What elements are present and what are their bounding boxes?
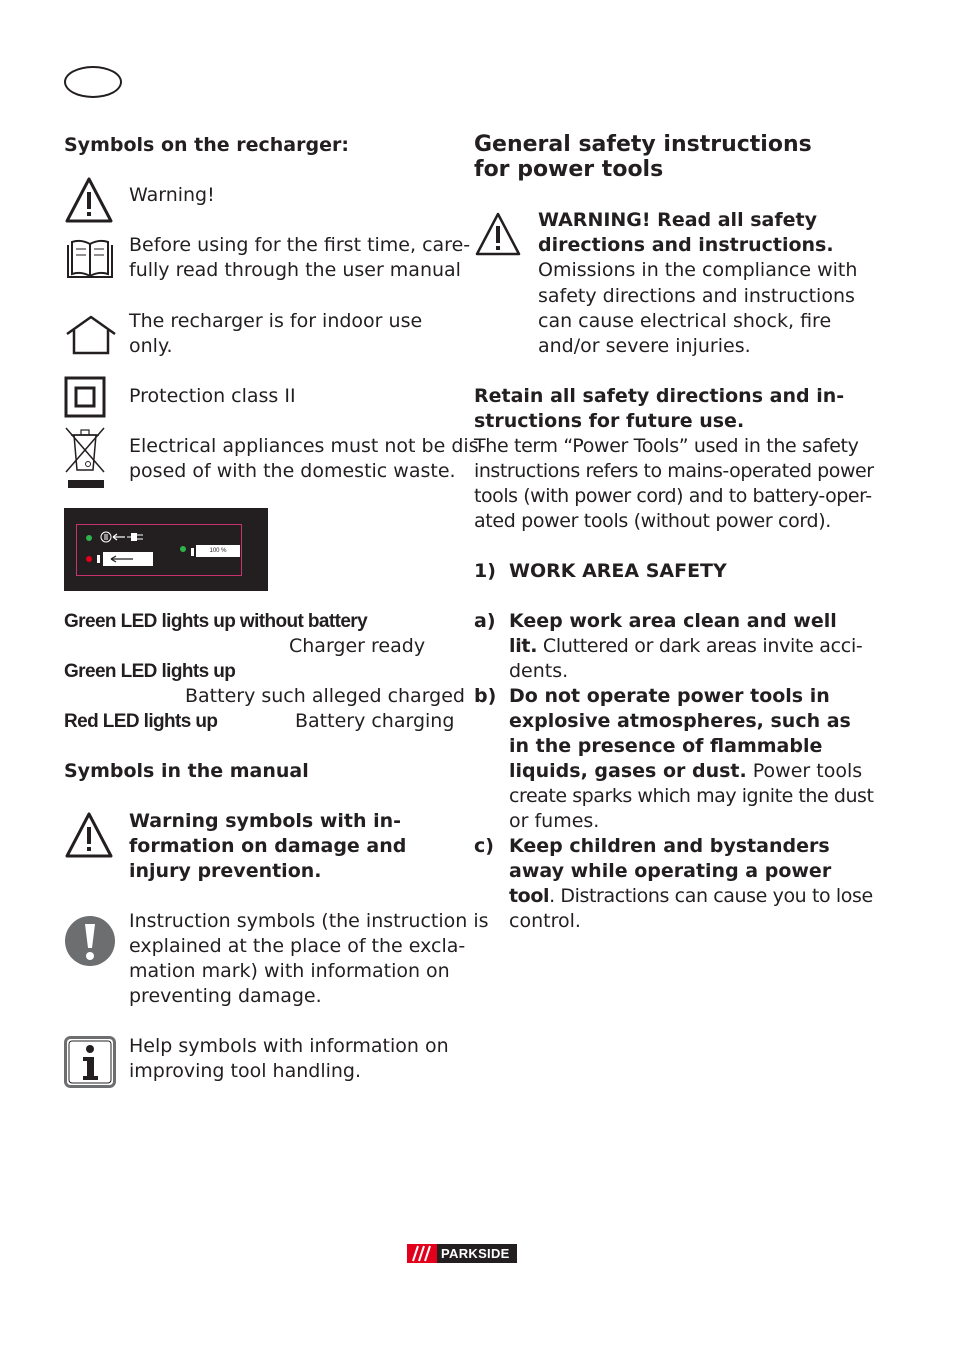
recharger-symbols-heading: Symbols on the recharger: <box>64 134 349 156</box>
battery-charging-icon <box>97 551 153 567</box>
item-b-text-line-4: Power tools <box>746 760 863 782</box>
charge-progress-label: 100 % <box>209 548 227 554</box>
warning-triangle-icon <box>64 176 114 224</box>
warning-symbols-line-3: injury prevention. <box>129 860 322 882</box>
instruction-symbols-line-1: Instruction symbols (the instruction is <box>129 910 489 932</box>
item-a-text-line-2: Cluttered or dark areas invite acci- <box>537 635 863 657</box>
green-led-2 <box>180 546 186 552</box>
retain-bold-line-2: structions for future use. <box>474 410 745 432</box>
item-c-bold-line-2: away while operating a power <box>509 860 832 882</box>
battery-charging-text: Battery charging <box>295 710 455 732</box>
warning-bold-line-2: directions and instructions. <box>538 234 834 256</box>
item-b-bold-line-3: in the presence of flammable <box>509 735 823 757</box>
warning-triangle-icon <box>474 211 522 257</box>
item-a-bold-line-1: Keep work area clean and well <box>509 610 837 632</box>
safety-heading-line-1: General safety instructions <box>474 132 812 157</box>
item-c-line-3 <box>509 884 873 909</box>
item-b-bold-line-1: Do not operate power tools in <box>509 685 830 707</box>
led-green-no-battery-label: Green LED lights up without battery <box>64 611 368 632</box>
disposal-text-line-1: Electrical appliances must not be dis- <box>129 435 486 457</box>
charger-ready-text: Charger ready <box>289 635 426 657</box>
indoor-text-line-2: only. <box>129 335 173 357</box>
parkside-logo <box>407 1244 517 1263</box>
language-badge <box>64 66 122 98</box>
warning-text-line-1: Omissions in the compliance with <box>538 259 858 281</box>
help-symbols-line-2: improving tool handling. <box>129 1060 362 1082</box>
brand-name: PARKSIDE <box>441 1246 510 1261</box>
item-a-text-line-3: dents. <box>509 660 569 682</box>
item-c-label: c) <box>474 835 494 857</box>
manual-book-icon <box>64 237 116 285</box>
red-led <box>86 556 92 562</box>
item-c-bold-line-1: Keep children and bystanders <box>509 835 830 857</box>
led-green-label: Green LED lights up <box>64 661 236 682</box>
item-c-text-line-4: control. <box>509 910 581 932</box>
disposal-text-line-2: posed of with the domestic waste. <box>129 460 456 482</box>
retain-text-line-4: ated power tools (without power cord). <box>474 510 831 532</box>
section-title: WORK AREA SAFETY <box>509 560 727 582</box>
charger-panel-frame <box>76 524 242 576</box>
crossed-bin-icon <box>64 426 106 490</box>
house-icon <box>64 314 118 356</box>
battery-terminal-icon <box>191 548 195 556</box>
retain-text-line-2: instructions refers to mains-operated power <box>474 460 874 482</box>
warning-triangle-icon <box>64 811 114 859</box>
item-a-line-2 <box>509 634 862 659</box>
protection-class-ii-icon <box>64 376 106 418</box>
battery-charged-text: Battery such alleged charged <box>185 685 465 707</box>
warning-bold-line-1: WARNING! Read all safety <box>538 209 817 231</box>
item-b-text-line-5: create sparks which may ignite the dust <box>509 785 874 807</box>
item-b-bold-line-2: explosive atmospheres, such as <box>509 710 851 732</box>
safety-heading-line-2: for power tools <box>474 157 664 182</box>
item-c-text-line-3: . Distractions can cause you to lose <box>549 885 873 907</box>
item-a-label: a) <box>474 610 496 632</box>
instruction-symbols-line-3: mation mark) with information on <box>129 960 450 982</box>
item-b-line-4 <box>509 759 862 784</box>
item-b-label: b) <box>474 685 497 707</box>
mains-plug-icon <box>99 530 149 544</box>
warning-label: Warning! <box>129 184 215 206</box>
retain-text-line-3: tools (with power cord) and to battery-oper- <box>474 485 872 507</box>
help-symbols-line-1: Help symbols with information on <box>129 1035 449 1057</box>
exclamation-circle-icon <box>64 915 116 967</box>
section-number: 1) <box>474 560 496 582</box>
led-red-label: Red LED lights up <box>64 711 218 732</box>
warning-symbols-line-2: formation on damage and <box>129 835 407 857</box>
info-icon <box>64 1036 116 1088</box>
protection-class-label: Protection class II <box>129 385 296 407</box>
instruction-symbols-line-4: preventing damage. <box>129 985 322 1007</box>
item-c-bold-line-3: tool <box>509 885 550 907</box>
green-led-1 <box>86 535 92 541</box>
manual-text-line-2: fully read through the user manual <box>129 259 461 281</box>
manual-symbols-heading: Symbols in the manual <box>64 760 309 782</box>
instruction-symbols-line-2: explained at the place of the excla- <box>129 935 466 957</box>
retain-bold-line-1: Retain all safety directions and in- <box>474 385 845 407</box>
logo-stripes-icon <box>407 1244 437 1263</box>
charger-led-panel <box>64 508 268 591</box>
item-b-bold-line-4: liquids, gases or dust. <box>509 760 747 782</box>
indoor-text-line-1: The recharger is for indoor use <box>129 310 423 332</box>
warning-text-line-3: can cause electrical shock, fire <box>538 310 832 332</box>
warning-text-line-4: and/or severe injuries. <box>538 335 751 357</box>
retain-text-line-1: The term “Power Tools” used in the safety <box>474 435 859 457</box>
item-b-text-line-6: or fumes. <box>509 810 600 832</box>
item-a-bold-line-2: lit. <box>509 635 538 657</box>
manual-text-line-1: Before using for the first time, care- <box>129 234 471 256</box>
charge-progress-bar <box>196 545 240 557</box>
warning-symbols-line-1: Warning symbols with in- <box>129 810 402 832</box>
warning-text-line-2: safety directions and instructions <box>538 285 855 307</box>
